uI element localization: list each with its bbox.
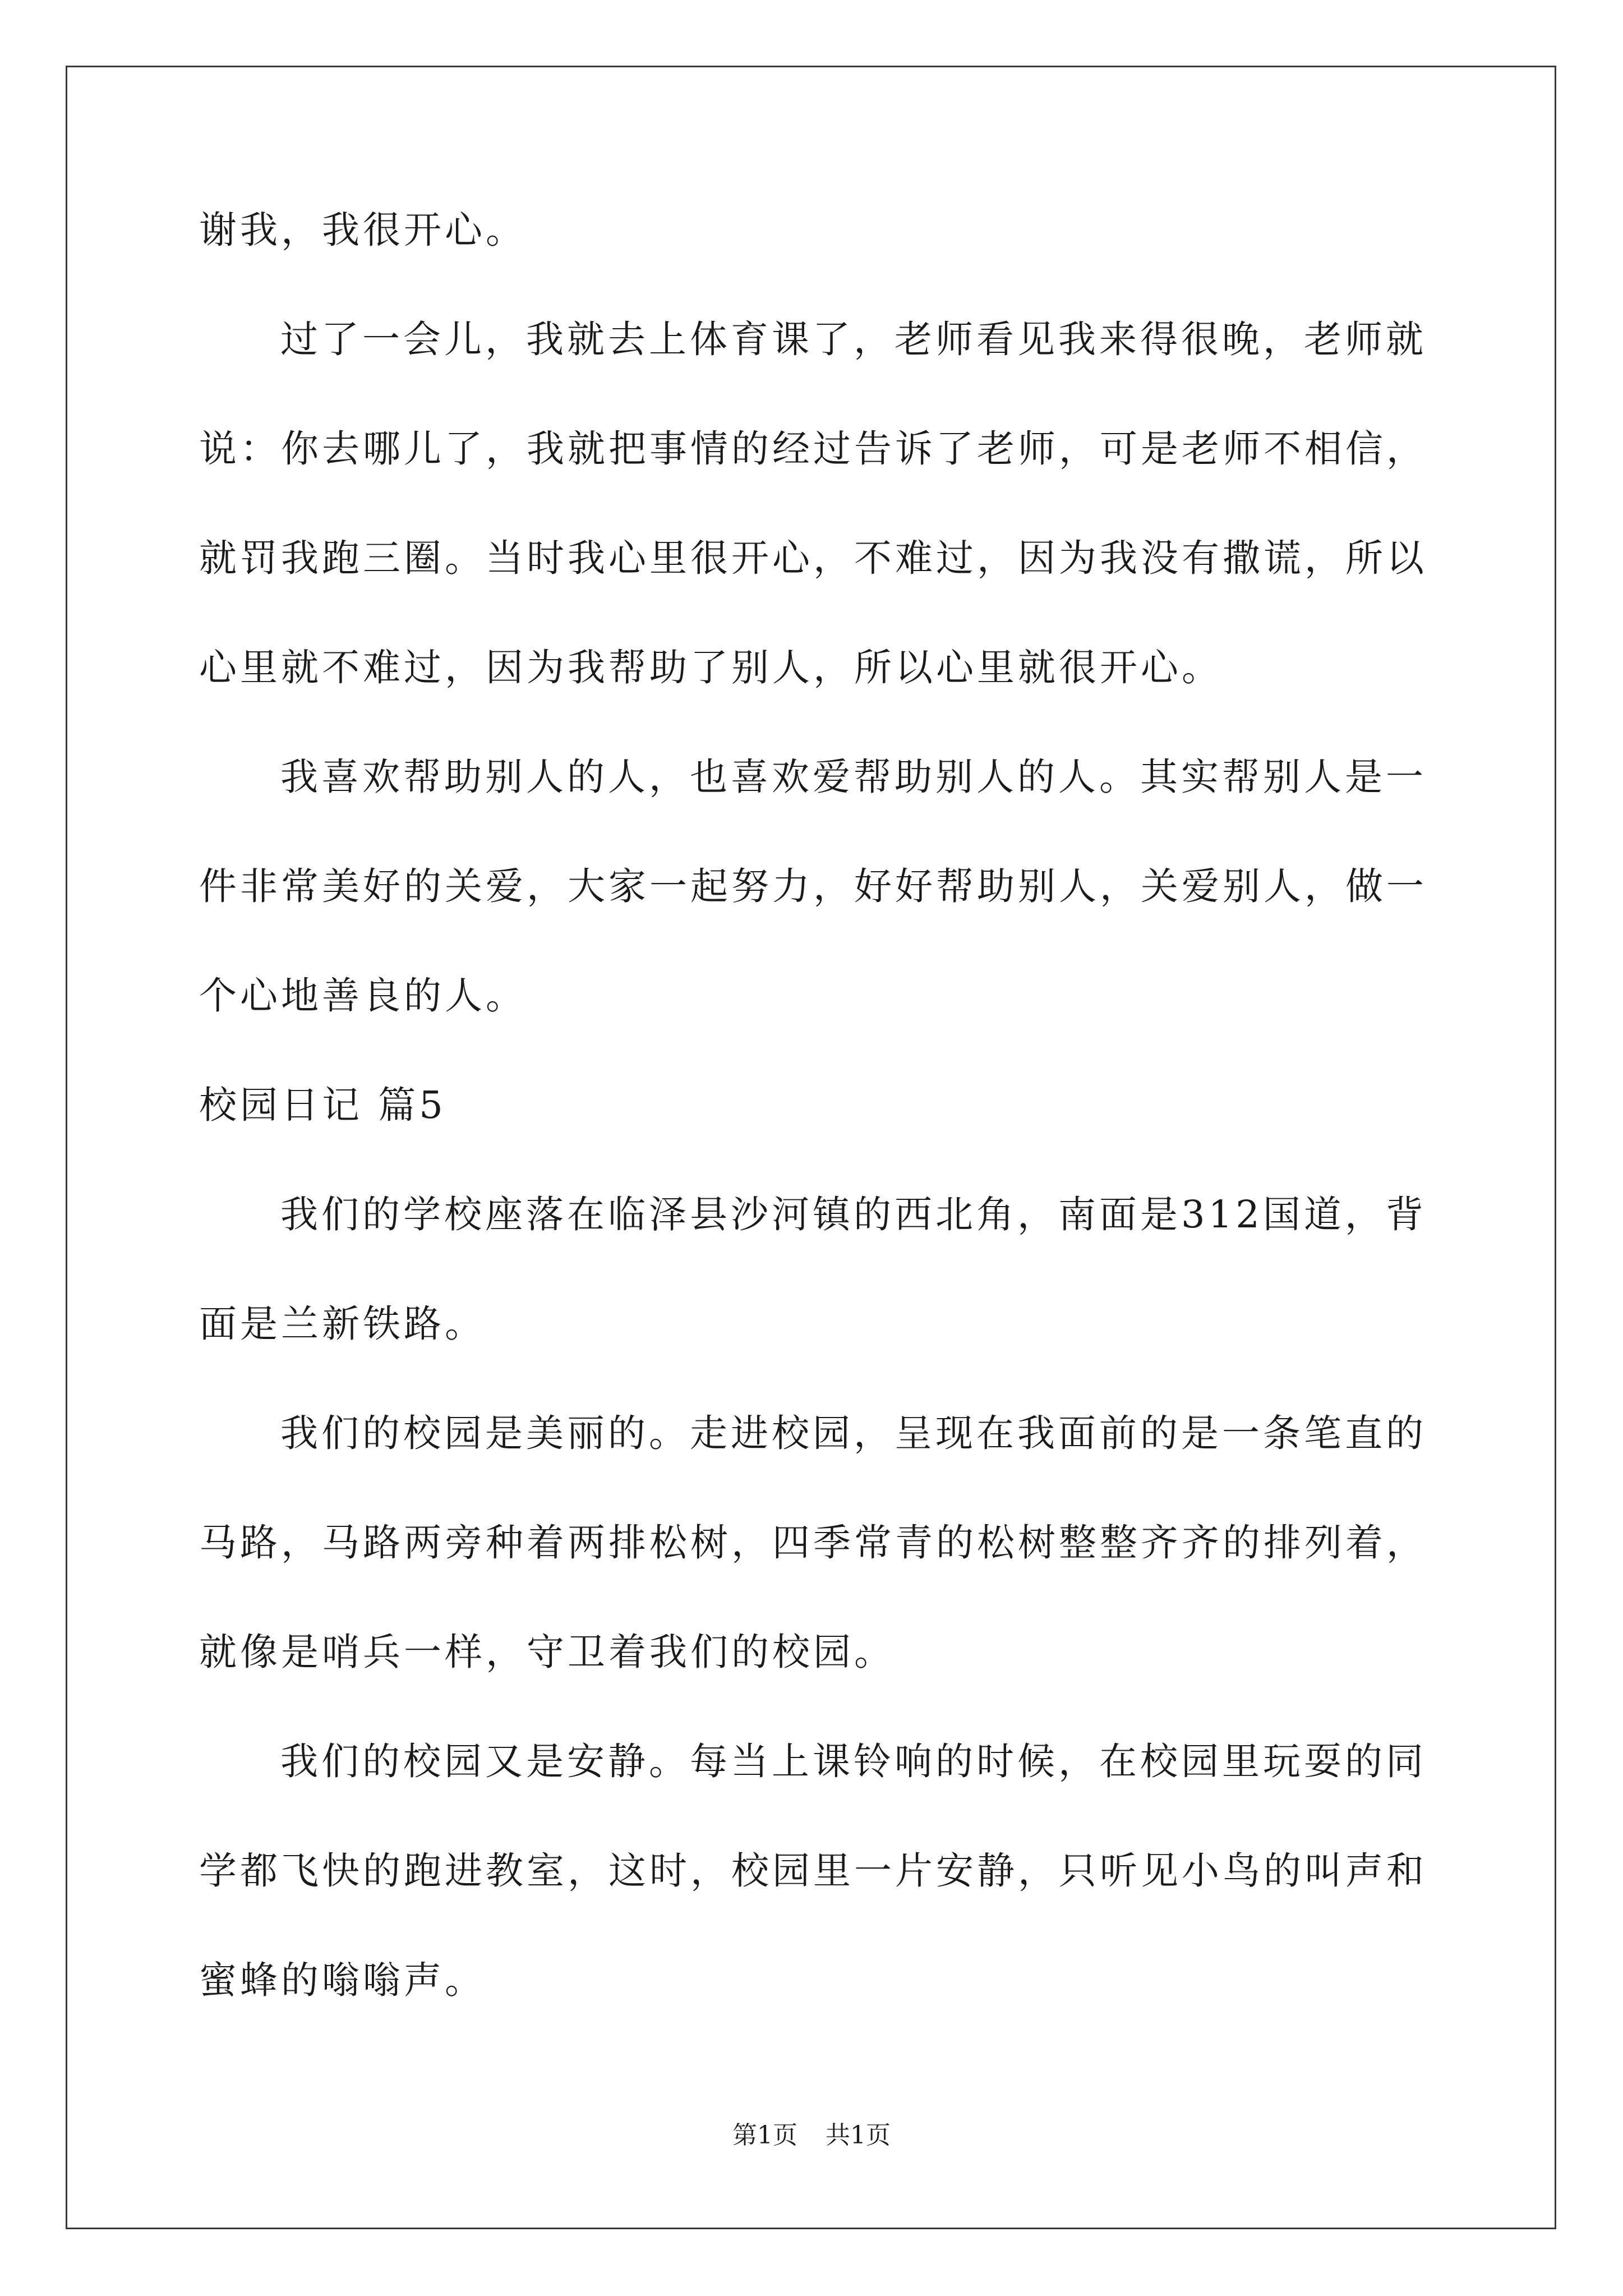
page-total: 共1页 xyxy=(826,2121,891,2150)
page-border xyxy=(66,66,1556,2229)
paragraph-line: 谢我，我很开心。 xyxy=(199,208,527,252)
section-heading: 校园日记 篇5 xyxy=(199,1083,446,1127)
paragraph-line: 件非常美好的关爱，大家一起努力，好好帮助别人，关爱别人，做一 xyxy=(199,864,1427,908)
paragraph-line: 个心地善良的人。 xyxy=(199,974,527,1018)
paragraph-line: 心里就不难过，因为我帮助了别人，所以心里就很开心。 xyxy=(199,646,1223,689)
paragraph-line: 就像是哨兵一样，守卫着我们的校园。 xyxy=(199,1630,895,1674)
paragraph-line: 我喜欢帮助别人的人，也喜欢爱帮助别人的人。其实帮别人是一 xyxy=(280,755,1427,799)
paragraph-line: 学都飞快的跑进教室，这时，校园里一片安静，只听见小鸟的叫声和 xyxy=(199,1849,1427,1893)
paragraph-line: 我们的校园又是安静。每当上课铃响的时候，在校园里玩耍的同 xyxy=(280,1740,1427,1783)
page-number: 第1页 xyxy=(732,2121,797,2150)
paragraph-line: 就罚我跑三圈。当时我心里很开心，不难过，因为我没有撒谎，所以 xyxy=(199,536,1427,580)
paragraph-line: 蜜蜂的嗡嗡声。 xyxy=(199,1958,486,2002)
paragraph-line: 马路，马路两旁种着两排松树，四季常青的松树整整齐齐的排列着， xyxy=(199,1521,1427,1565)
paragraph-line: 我们的学校座落在临泽县沙河镇的西北角，南面是312国道，背 xyxy=(280,1193,1427,1236)
page-footer xyxy=(0,2115,1623,2151)
paragraph-line: 我们的校园是美丽的。走进校园，呈现在我面前的是一条笔直的 xyxy=(280,1411,1427,1455)
paragraph-line: 面是兰新铁路。 xyxy=(199,1302,486,1346)
paragraph-line: 过了一会儿，我就去上体育课了，老师看见我来得很晚，老师就 xyxy=(280,318,1427,361)
paragraph-line: 说：你去哪儿了，我就把事情的经过告诉了老师，可是老师不相信， xyxy=(199,427,1427,471)
